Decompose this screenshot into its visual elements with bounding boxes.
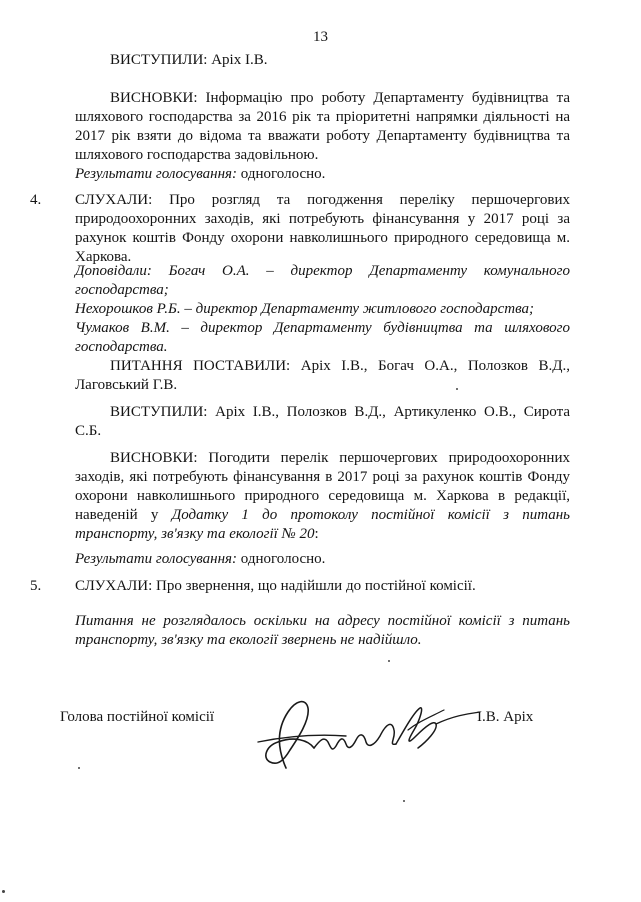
speakers-label: ВИСТУПИЛИ:	[110, 404, 208, 420]
vote-label: Результати голосування:	[75, 166, 238, 182]
signature-title: Голова постійної комісії	[60, 709, 215, 725]
conclusions-label: ВИСНОВКИ:	[110, 450, 198, 466]
scan-speck	[2, 890, 5, 893]
speakers-label: ВИСТУПИЛИ:	[110, 52, 208, 68]
questions-label: ПИТАННЯ ПОСТАВИЛИ:	[110, 358, 291, 374]
reporters-label: Доповідали:	[75, 263, 152, 279]
handwritten-signature	[248, 690, 488, 780]
signatory-name: І.В. Аріх	[477, 709, 534, 725]
conclusions-text: Погодити перелік першочергових природоохоронних заходів, які потребують фінансування в 2017 році за рахунок коштів Фонду охорони навколишнього природного середовища м. Харкова в редакції, наведеній у	[75, 450, 570, 523]
scan-speck	[403, 800, 405, 802]
item3-vote	[75, 165, 570, 184]
heard-label: СЛУХАЛИ:	[75, 578, 153, 594]
item4-speakers	[75, 403, 570, 441]
vote-label: Результати голосування:	[75, 551, 238, 567]
scan-speck	[456, 388, 458, 390]
scan-speck	[388, 660, 390, 662]
item5-number: 5.	[30, 578, 42, 594]
heard-text: Про розгляд та погодження переліку першочергових природоохоронних заходів, які потребують фінансування у 2017 році за рахунок коштів Фонду охорони навколишнього природного середовища м. Харкова.	[75, 192, 570, 265]
vote-value: одноголосно.	[237, 551, 326, 567]
conclusions-label: ВИСНОВКИ:	[110, 90, 198, 106]
heard-text: Про звернення, що надійшли до постійної комісії.	[152, 578, 476, 594]
item4-number: 4.	[30, 192, 42, 208]
item5-heard	[75, 577, 570, 596]
speakers-text: Аріх І.В.	[207, 52, 268, 68]
heard-label: СЛУХАЛИ:	[75, 192, 153, 208]
reporter-line: Доповідали: Богач О.А. – директор Департаменту комунального господарства;	[75, 263, 570, 298]
vote-value: одноголосно.	[237, 166, 326, 182]
conclusions-end: :	[314, 526, 319, 542]
item5-note: Питання не розглядалось оскільки на адресу постійної комісії з питань транспорту, зв'язку та екології звернень не надійшло.	[75, 613, 570, 648]
speakers-text: Аріх І.В., Полозков В.Д., Артикуленко О.В., Сирота С.Б.	[75, 404, 570, 439]
questions-text: Аріх І.В., Богач О.А., Полозков В.Д., Лаговський Г.В.	[75, 358, 570, 393]
page-number: 13	[313, 29, 328, 45]
item4-reporters	[75, 262, 570, 357]
reporter-line: Нехорошков Р.Б. – директор Департаменту житлового господарства;	[75, 301, 535, 317]
item4-questions	[75, 357, 570, 395]
item3-speakers	[75, 51, 570, 70]
scan-speck	[78, 767, 80, 769]
item4-conclusions	[75, 449, 570, 544]
conclusions-italic: Додатку 1 до протоколу постійної комісії з питань транспорту, зв'язку та екології № 20	[75, 507, 570, 542]
item4-vote	[75, 550, 570, 569]
conclusions-text: Інформацію про роботу Департаменту будівництва та шляхового господарства за 2016 рік та пріоритетні напрямки діяльності на 2017 рік взяти до відома та вважати роботу Департаменту будівництва та шляхового господарства задовільною.	[75, 90, 570, 163]
reporter-line: Чумаков В.М. – директор Департаменту будівництва та шляхового господарства.	[75, 320, 570, 355]
item4-heard	[75, 191, 570, 267]
item3-conclusions	[75, 89, 570, 165]
